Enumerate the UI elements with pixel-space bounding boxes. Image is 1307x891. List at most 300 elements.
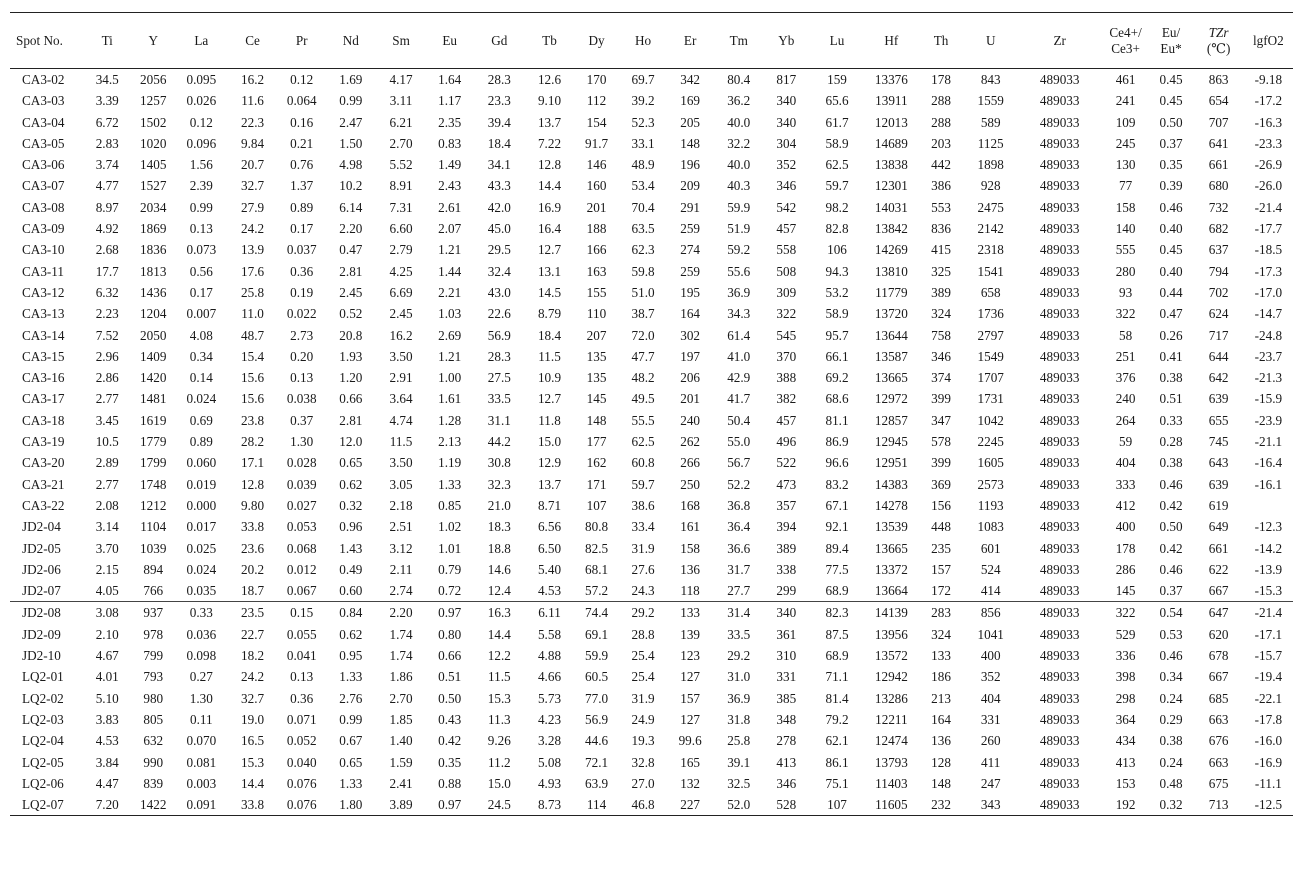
table-cell: 3.11 — [389, 93, 413, 109]
table-cell: 0.012 — [286, 561, 317, 577]
table-cell: 1502 — [140, 114, 167, 130]
table-cell: 340 — [776, 93, 797, 109]
spot-cell: CA3-22 — [22, 497, 65, 513]
table-cell: 77.5 — [825, 561, 849, 577]
table-cell: 385 — [776, 690, 797, 706]
table-cell: 28.8 — [631, 626, 655, 642]
table-cell: 12972 — [874, 391, 908, 407]
table-cell: -16.9 — [1254, 754, 1283, 770]
table-cell: 4.47 — [95, 775, 119, 791]
table-cell: 0.073 — [186, 242, 217, 258]
table-cell — [1244, 495, 1293, 516]
table-cell: 63.5 — [631, 221, 655, 237]
table-cell: 3.89 — [376, 794, 426, 816]
table-cell: 1.50 — [339, 135, 363, 151]
table-cell: 309 — [776, 284, 797, 300]
table-cell: 4.25 — [389, 263, 413, 279]
table-cell: -23.9 — [1254, 412, 1283, 428]
table-cell: 14.4 — [241, 775, 265, 791]
table-cell: -17.8 — [1254, 711, 1283, 727]
table-cell: 0.40 — [1159, 221, 1183, 237]
table-cell: 399 — [931, 391, 951, 407]
spot-cell: CA3-21 — [22, 476, 65, 492]
col-header-ce-ratio — [1103, 13, 1149, 69]
table-cell: 0.27 — [189, 669, 213, 685]
table-cell: 496 — [776, 434, 797, 450]
spot-cell: JD2-07 — [22, 583, 61, 599]
table-cell: 1779 — [140, 434, 167, 450]
table-cell: 1125 — [977, 135, 1004, 151]
table-cell: 0.067 — [286, 583, 317, 599]
table-cell: 2142 — [977, 221, 1004, 237]
table-cell: 70.4 — [631, 199, 655, 215]
table-cell: 15.6 — [241, 391, 265, 407]
table-cell: -14.7 — [1254, 306, 1283, 322]
spot-cell: CA3-17 — [22, 391, 65, 407]
table-cell: 0.38 — [1159, 455, 1183, 471]
table-cell: 667 — [1208, 583, 1229, 599]
table-cell: 1736 — [977, 306, 1004, 322]
table-cell: 376 — [1115, 370, 1136, 386]
table-cell: 0.33 — [175, 602, 227, 624]
spot-cell: CA3-13 — [22, 306, 65, 322]
table-cell: 0.96 — [339, 519, 363, 535]
table-cell: 51.0 — [631, 284, 655, 300]
col-header-ti: Ti — [83, 13, 131, 69]
table-cell: 33.4 — [631, 519, 655, 535]
table-cell: 5.40 — [537, 561, 562, 577]
table-cell: 0.45 — [1159, 242, 1183, 258]
table-cell: 47.7 — [631, 348, 655, 364]
table-cell: 43.3 — [487, 178, 511, 194]
table-body — [10, 69, 1293, 816]
table-cell: 197 — [680, 348, 700, 364]
table-cell: 655 — [1208, 412, 1229, 428]
table-cell: 620 — [1208, 626, 1229, 642]
col-header-yb: Yb — [764, 13, 809, 69]
table-cell: 1.19 — [438, 455, 462, 471]
table-cell: 65.6 — [825, 93, 849, 109]
table-cell: 6.56 — [537, 519, 562, 535]
table-cell: 23.5 — [227, 602, 277, 624]
table-cell: 11779 — [875, 284, 908, 300]
table-cell: 0.45 — [1159, 93, 1183, 109]
col-header-eu-ratio — [1149, 13, 1194, 69]
table-cell: 145 — [1115, 583, 1136, 599]
table-cell: 156 — [931, 497, 951, 513]
table-cell: 0.48 — [1159, 775, 1183, 791]
table-cell: 264 — [1115, 412, 1136, 428]
table-cell: 404 — [980, 690, 1001, 706]
table-cell: 2.69 — [438, 327, 462, 343]
table-cell: 0.52 — [339, 306, 363, 322]
table-cell: 232 — [918, 794, 965, 816]
table-cell: 1.33 — [339, 775, 363, 791]
table-cell: 713 — [1194, 794, 1244, 816]
table-cell: 13793 — [874, 754, 908, 770]
table-cell: 81.4 — [825, 690, 849, 706]
table-cell: 489033 — [1039, 434, 1080, 450]
table-cell: 32.7 — [241, 178, 265, 194]
table-cell: 555 — [1115, 242, 1136, 258]
table-cell: 4.74 — [389, 412, 413, 428]
table-cell: 0.62 — [339, 626, 363, 642]
table-cell: 56.9 — [585, 711, 609, 727]
table-cell: 15.3 — [241, 754, 265, 770]
table-cell: 489033 — [1017, 794, 1103, 816]
table-cell: 0.66 — [339, 391, 363, 407]
table-cell: 632 — [143, 733, 164, 749]
table-cell: 489033 — [1039, 135, 1080, 151]
table-cell: 82.3 — [809, 602, 865, 624]
table-cell: 251 — [1115, 348, 1136, 364]
table-cell: 10.5 — [95, 434, 119, 450]
table-row — [10, 133, 1293, 154]
table-cell: 489033 — [1039, 669, 1080, 685]
table-cell: 4.53 — [537, 583, 562, 599]
table-cell: 342 — [680, 72, 700, 87]
table-cell: 67.1 — [825, 497, 849, 513]
table-cell: 333 — [1115, 476, 1136, 492]
table-cell: 36.8 — [727, 497, 751, 513]
table-cell: 259 — [680, 263, 700, 279]
table-cell: 15.0 — [487, 775, 511, 791]
table-cell: 106 — [827, 242, 847, 258]
table-cell: 18.8 — [487, 540, 511, 556]
table-cell: 22.7 — [241, 626, 265, 642]
table-cell: 2.20 — [339, 221, 363, 237]
table-cell: 799 — [143, 648, 164, 664]
table-cell: 0.32 — [1149, 794, 1194, 816]
table-cell: 1041 — [977, 626, 1004, 642]
table-cell: 0.017 — [186, 519, 217, 535]
table-cell: 25.8 — [241, 284, 265, 300]
table-cell: 336 — [1115, 648, 1136, 664]
table-cell: 1813 — [140, 263, 167, 279]
table-cell: 2.96 — [95, 348, 119, 364]
table-cell: 0.039 — [286, 476, 317, 492]
table-cell: 644 — [1208, 348, 1229, 364]
table-row — [10, 346, 1293, 367]
spot-cell: CA3-12 — [22, 284, 65, 300]
table-cell: 48.2 — [631, 370, 655, 386]
table-cell: 434 — [1115, 733, 1136, 749]
col-header-pr: Pr — [278, 13, 326, 69]
table-cell: 8.91 — [389, 178, 413, 194]
table-cell: 24.2 — [241, 669, 265, 685]
table-cell: 130 — [1115, 157, 1136, 173]
table-cell: 1.33 — [339, 669, 363, 685]
spot-cell: CA3-14 — [22, 327, 65, 343]
table-cell: 676 — [1208, 733, 1229, 749]
table-cell: 136 — [680, 561, 700, 577]
table-cell: 0.21 — [290, 135, 314, 151]
table-cell: 1257 — [140, 93, 167, 109]
table-cell: 0.036 — [186, 626, 217, 642]
table-cell: 1.30 — [290, 434, 314, 450]
table-cell: 1193 — [977, 497, 1004, 513]
table-cell: 9.26 — [487, 733, 511, 749]
table-cell: 324 — [931, 626, 951, 642]
table-cell: 32.7 — [241, 690, 265, 706]
table-cell: 1420 — [140, 370, 167, 386]
table-cell: 3.83 — [95, 711, 119, 727]
table-cell: 291 — [680, 199, 700, 215]
col-header-eu: Eu — [426, 13, 473, 69]
table-cell: 68.9 — [825, 583, 849, 599]
table-cell: 140 — [1115, 221, 1136, 237]
table-cell: 675 — [1208, 775, 1229, 791]
table-cell: -17.2 — [1254, 93, 1283, 109]
table-cell: 72.0 — [631, 327, 655, 343]
table-cell: 46.8 — [620, 794, 667, 816]
table-cell: 1042 — [977, 412, 1004, 428]
table-cell: 558 — [776, 242, 797, 258]
table-cell: 489033 — [1039, 733, 1080, 749]
eu-ratio-top: Eu/ — [1161, 24, 1181, 40]
table-cell: 1619 — [140, 412, 167, 428]
table-cell: 489033 — [1039, 711, 1080, 727]
table-row — [10, 112, 1293, 133]
table-cell: 0.081 — [186, 754, 217, 770]
table-cell: 0.13 — [290, 370, 314, 386]
table-cell: 1605 — [977, 455, 1004, 471]
table-cell: 44.6 — [585, 733, 609, 749]
table-row — [10, 410, 1293, 431]
table-cell: 61.4 — [727, 327, 751, 343]
table-cell: 990 — [143, 754, 164, 770]
table-cell: 36.6 — [727, 540, 751, 556]
spot-cell: JD2-04 — [22, 519, 61, 535]
table-cell: 3.50 — [389, 455, 413, 471]
table-cell: 0.46 — [1159, 648, 1183, 664]
table-cell: 5.10 — [95, 690, 119, 706]
table-cell: -16.0 — [1254, 733, 1283, 749]
table-cell: 288 — [931, 93, 951, 109]
table-cell: 322 — [776, 306, 797, 322]
table-cell: 3.05 — [389, 476, 413, 492]
table-cell: 59.9 — [585, 648, 609, 664]
table-cell: 24.2 — [241, 221, 265, 237]
table-cell: 0.071 — [286, 711, 317, 727]
table-cell: 1409 — [140, 348, 167, 364]
table-cell: 58.9 — [825, 306, 849, 322]
table-cell: 59.7 — [631, 476, 655, 492]
table-cell: 69.7 — [631, 72, 655, 87]
table-cell: 27.9 — [241, 199, 265, 215]
table-cell: 14139 — [865, 602, 917, 624]
table-cell: 370 — [776, 348, 797, 364]
table-cell: 667 — [1208, 669, 1229, 685]
table-cell: 347 — [931, 412, 951, 428]
table-cell: 0.34 — [189, 348, 213, 364]
table-cell: 1.69 — [339, 72, 363, 87]
table-cell: 19.0 — [241, 711, 265, 727]
table-cell: 542 — [776, 199, 797, 215]
table-cell: 31.9 — [631, 540, 655, 556]
table-cell: 2.13 — [438, 434, 462, 450]
table-cell: 399 — [931, 455, 951, 471]
table-cell: 7.52 — [95, 327, 119, 343]
table-cell: 12301 — [874, 178, 908, 194]
table-cell: 13.7 — [537, 114, 562, 130]
table-cell: 0.12 — [189, 114, 213, 130]
table-cell: 1.61 — [438, 391, 462, 407]
table-cell: -17.0 — [1254, 284, 1283, 300]
table-cell: -21.4 — [1254, 199, 1283, 215]
table-cell: 7.20 — [83, 794, 131, 816]
table-cell: 62.1 — [825, 733, 849, 749]
table-row — [10, 773, 1293, 794]
table-cell: 213 — [931, 690, 951, 706]
table-cell: 461 — [1115, 72, 1136, 87]
table-cell: 8.97 — [95, 199, 119, 215]
table-cell: -9.18 — [1254, 72, 1283, 87]
table-cell: 1083 — [977, 519, 1004, 535]
table-cell: 29.5 — [487, 242, 511, 258]
table-cell: 1.03 — [438, 306, 462, 322]
table-cell: 274 — [680, 242, 700, 258]
table-cell: 40.0 — [727, 114, 751, 130]
col-header-lu: Lu — [809, 13, 865, 69]
table-cell: 1.64 — [438, 72, 462, 87]
table-cell: 262 — [680, 434, 700, 450]
table-row — [10, 261, 1293, 282]
table-cell: 0.79 — [438, 561, 462, 577]
table-cell: 2.70 — [389, 135, 413, 151]
table-cell: 0.47 — [339, 242, 363, 258]
table-cell: 118 — [680, 583, 700, 599]
col-header-ho: Ho — [620, 13, 667, 69]
table-cell: 473 — [776, 476, 797, 492]
table-cell: 928 — [980, 178, 1001, 194]
table-cell: 80.4 — [727, 72, 751, 87]
spot-cell: LQ2-01 — [22, 669, 64, 685]
table-cell: 457 — [776, 221, 797, 237]
table-cell: 489033 — [1039, 114, 1080, 130]
table-cell: 13665 — [874, 370, 908, 386]
table-cell: 642 — [1208, 370, 1229, 386]
table-row — [10, 580, 1293, 602]
table-cell: 13587 — [874, 348, 908, 364]
table-cell: 0.19 — [290, 284, 314, 300]
table-cell: 0.24 — [1159, 754, 1183, 770]
table-cell: 170 — [586, 72, 607, 87]
table-cell: 31.1 — [487, 412, 511, 428]
table-cell: 1748 — [140, 476, 167, 492]
table-cell: 11.5 — [389, 434, 413, 450]
table-cell: 0.022 — [286, 306, 317, 322]
table-cell: 16.3 — [473, 602, 525, 624]
table-cell: 489033 — [1039, 540, 1080, 556]
table-cell: 171 — [586, 476, 607, 492]
table-cell: 2.15 — [95, 561, 119, 577]
table-cell: 2.70 — [389, 690, 413, 706]
table-cell: 33.8 — [241, 519, 265, 535]
table-cell: 6.11 — [525, 602, 573, 624]
table-cell: 1.28 — [438, 412, 462, 428]
table-cell: 14383 — [874, 476, 908, 492]
table-cell: 43.0 — [487, 284, 511, 300]
table-cell: 643 — [1208, 455, 1229, 471]
table-cell: 1.93 — [339, 348, 363, 364]
table-cell: 5.52 — [389, 157, 413, 173]
table-cell: 148 — [586, 412, 607, 428]
table-cell: 2.74 — [389, 583, 413, 599]
table-cell: 0.003 — [186, 775, 217, 791]
table-cell: 18.3 — [487, 519, 511, 535]
table-cell: 2.77 — [95, 391, 119, 407]
tzr-label — [1207, 25, 1231, 57]
table-cell: 114 — [574, 794, 620, 816]
col-header-la: La — [175, 13, 227, 69]
table-cell: 12.7 — [537, 242, 562, 258]
spot-cell: CA3-06 — [22, 157, 65, 173]
table-cell: 40.3 — [727, 178, 751, 194]
col-header-u: U — [965, 13, 1017, 69]
table-cell: 0.69 — [189, 412, 213, 428]
table-cell: 33.5 — [487, 391, 511, 407]
table-cell: 0.50 — [1159, 519, 1183, 535]
col-header-lgfo2: lgfO2 — [1244, 13, 1293, 69]
table-cell: 18.4 — [487, 135, 511, 151]
table-cell: 22.3 — [241, 114, 265, 130]
table-cell: 29.2 — [620, 602, 667, 624]
table-cell: 235 — [931, 540, 951, 556]
table-cell: 23.3 — [487, 93, 511, 109]
table-cell: 0.56 — [189, 263, 213, 279]
table-cell: 4.53 — [95, 733, 119, 749]
table-cell: 0.076 — [278, 794, 326, 816]
table-cell: 448 — [931, 519, 951, 535]
table-cell: 56.7 — [727, 455, 751, 471]
table-cell: 4.98 — [339, 157, 363, 173]
table-cell: 159 — [827, 72, 847, 87]
table-cell: 13664 — [874, 583, 908, 599]
table-cell: 2.43 — [438, 178, 462, 194]
table-cell: 0.76 — [290, 157, 314, 173]
table-cell: 31.7 — [727, 561, 751, 577]
table-cell: 48.7 — [241, 327, 265, 343]
table-cell: 40.0 — [727, 157, 751, 173]
table-cell: 17.6 — [241, 263, 265, 279]
table-cell: 61.7 — [825, 114, 849, 130]
col-header-zr: Zr — [1017, 13, 1103, 69]
table-cell: 304 — [776, 135, 797, 151]
table-cell: 11605 — [865, 794, 917, 816]
table-cell: 280 — [1115, 263, 1136, 279]
tzr-bottom: (℃) — [1206, 40, 1231, 56]
table-cell: 641 — [1208, 135, 1229, 151]
table-cell: 14.4 — [537, 178, 562, 194]
table-cell: 50.4 — [727, 412, 751, 428]
table-cell: 2.73 — [290, 327, 314, 343]
spot-cell: JD2-06 — [22, 561, 61, 577]
table-cell: 0.14 — [189, 370, 213, 386]
table-cell: -19.4 — [1254, 669, 1283, 685]
table-cell: 206 — [680, 370, 700, 386]
table-cell: 5.58 — [537, 626, 562, 642]
table-cell: 553 — [931, 199, 951, 215]
table-cell: 163 — [586, 263, 607, 279]
table-cell: 18.4 — [537, 327, 562, 343]
table-cell: 0.17 — [189, 284, 213, 300]
table-cell: 624 — [1208, 306, 1229, 322]
table-cell: 165 — [680, 754, 700, 770]
table-cell: 2.81 — [339, 263, 363, 279]
table-cell: 31.9 — [631, 690, 655, 706]
table-cell: 331 — [980, 711, 1001, 727]
